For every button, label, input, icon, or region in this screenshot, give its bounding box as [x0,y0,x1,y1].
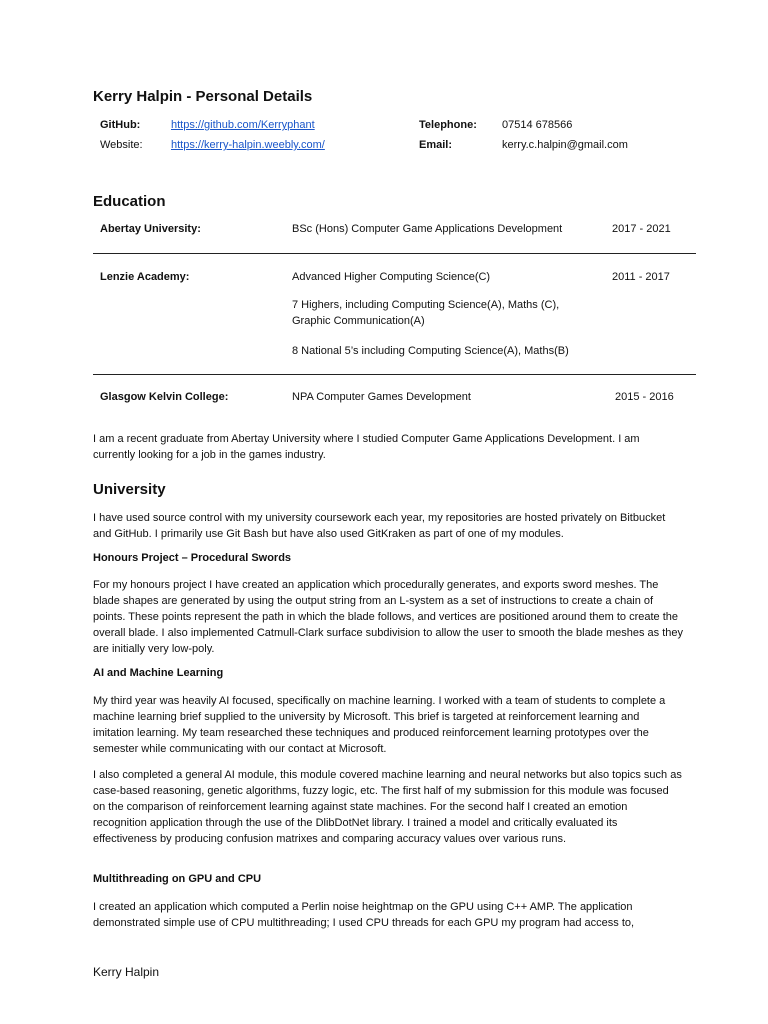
telephone-label: Telephone: [419,119,477,131]
ai-paragraph-1: My third year was heavily AI focused, specifically on machine learning. I worked with a team of students to complete a machine learning brief supplied to the university by Microsoft. This brief is targeted at reinforcement learning and imitation learning. My team researched these techniques and produced reinforcement learning prototypes over the semester while communicating with our contact at Microsoft. [93,695,666,755]
website-label: Website: [100,139,143,151]
education-years: 2015 - 2016 [615,391,674,403]
education-qualification: 8 National 5’s including Computing Science(A), Maths(B) [292,345,569,357]
education-years: 2011 - 2017 [612,271,670,283]
page-title: Kerry Halpin - Personal Details [93,88,313,105]
ai-paragraph-2: I also completed a general AI module, this module covered machine learning and neural networks but also topics such as case-based reasoning, genetic algorithms, fuzzy logic, etc. The first half of my submission for this module was focused on the comparison of reinforcement learning against state machines. For the second half I created an emotion recognition application through the use of the DlibDotNet library. I trained a model and critically evaluated its effectiveness by producing confusion matrixes and comparing accuracy values over various runs. [93,769,682,845]
education-qualification: 7 Highers, including Computing Science(A), Maths (C), [292,299,560,311]
github-label: GitHub: [100,119,141,131]
github-link[interactable]: https://github.com/Kerryphant [171,119,315,131]
email-label: Email: [419,139,453,151]
source-control-paragraph: I have used source control with my university coursework each year, my repositories are hosted privately on Bitbucket and GitHub. I primarily use Git Bash but have also used GitKraken as part of one of my modules. [93,512,666,540]
multithreading-heading: Multithreading on GPU and CPU [93,873,262,885]
education-qualification: Graphic Communication(A) [292,315,425,327]
education-institution: Glasgow Kelvin College: [100,391,229,403]
telephone-value: 07514 678566 [502,119,573,131]
education-divider [93,253,696,254]
education-qualification: BSc (Hons) Computer Game Applications Development [292,223,563,235]
university-heading: University [93,481,166,498]
intro-paragraph: I am a recent graduate from Abertay University where I studied Computer Game Applications Development. I am currently looking for a job in the games industry. [93,433,640,461]
education-years: 2017 - 2021 [612,223,671,235]
education-heading: Education [93,193,166,210]
education-qualification: Advanced Higher Computing Science(C) [292,271,491,283]
honours-heading: Honours Project – Procedural Swords [93,552,292,564]
email-value: kerry.c.halpin@gmail.com [502,139,628,151]
education-divider [93,374,696,375]
education-institution: Lenzie Academy: [100,271,190,283]
education-qualification: NPA Computer Games Development [292,391,471,403]
honours-paragraph: For my honours project I have created an application which procedurally generates, and exports sword meshes. The blade shapes are generated by using the output string from an L-system as a set of instructions to create a chain of points. These points represent the path in which the blade follows, and vertices are positioned around them to create the overall blade. I also implemented Catmull-Clark surface subdivision to allow the user to smooth the blade meshes as they are initially very low-poly. [93,579,684,655]
ai-heading: AI and Machine Learning [93,667,224,679]
footer-name: Kerry Halpin [93,965,160,979]
education-institution: Abertay University: [100,223,201,235]
multithreading-paragraph: I created an application which computed a Perlin noise heightmap on the GPU using C++ AMP. The application demonstrated simple use of CPU multithreading; I used CPU threads for each GPU my program had access to, [93,901,635,929]
website-link[interactable]: https://kerry-halpin.weebly.com/ [171,139,325,151]
